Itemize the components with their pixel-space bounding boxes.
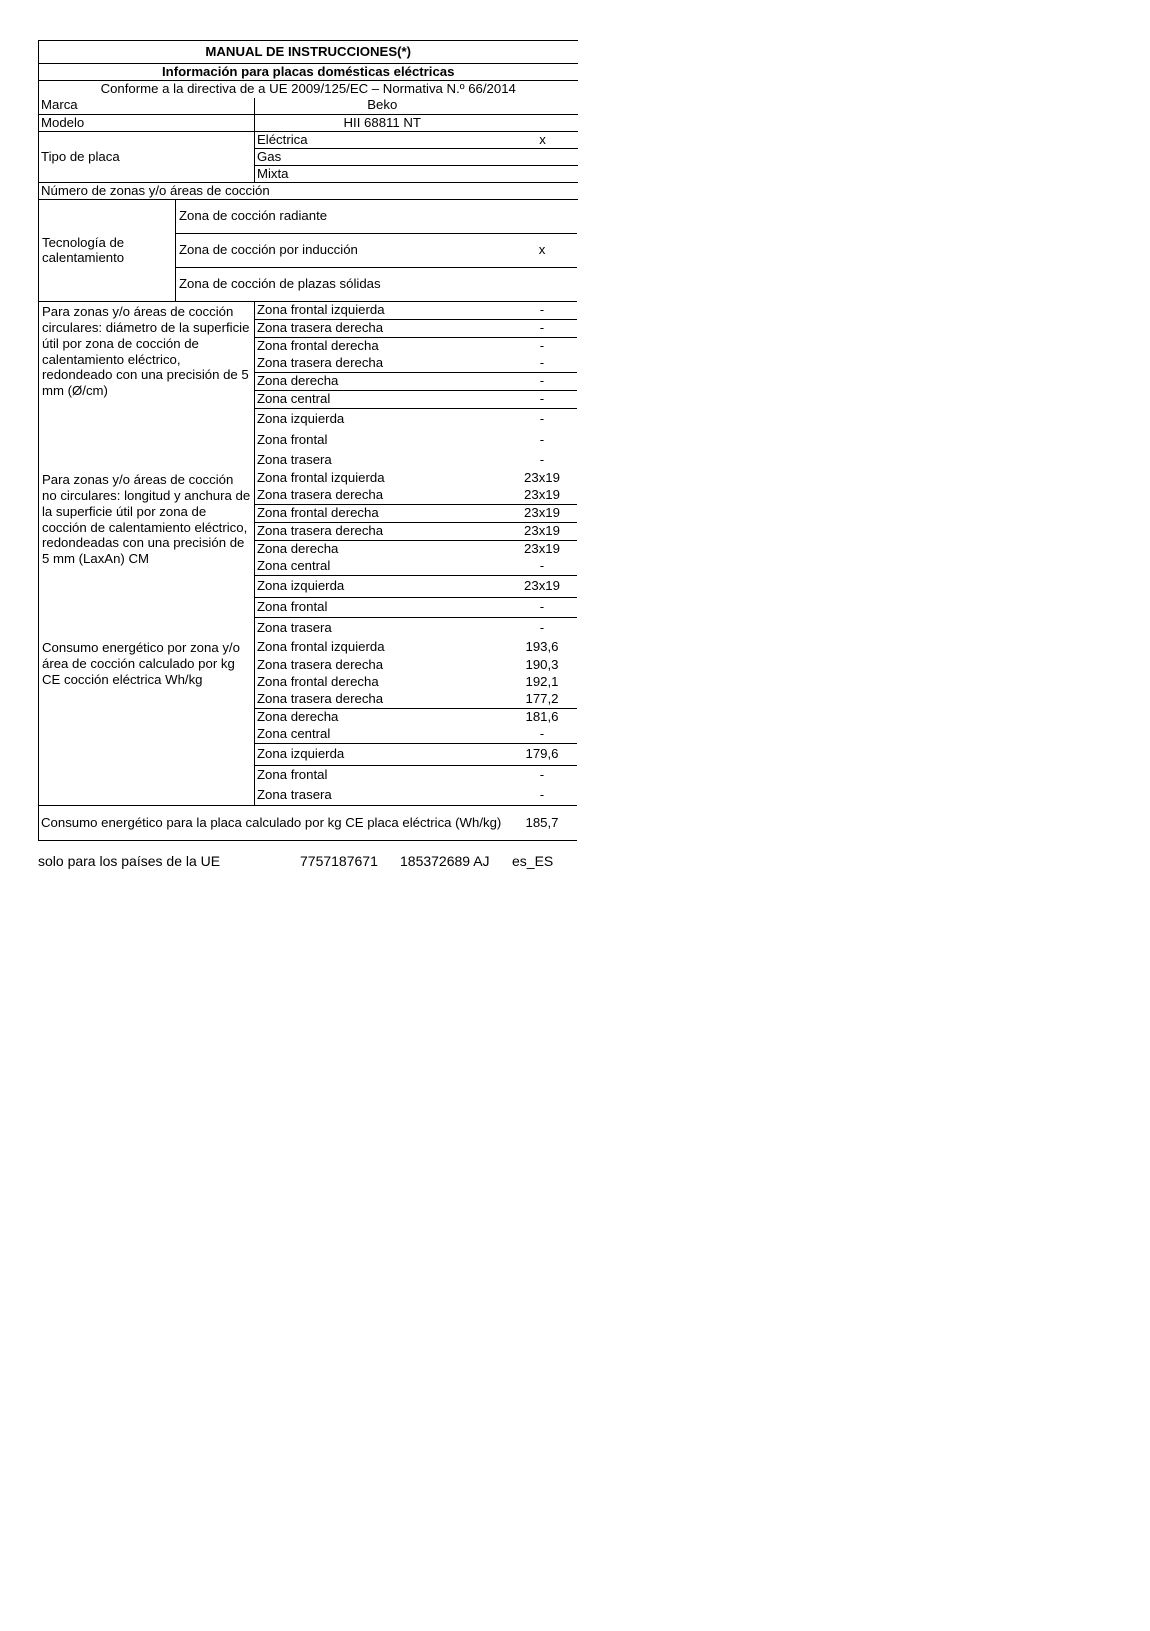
model-value: HII 68811 NT: [255, 115, 578, 132]
zone-name: Zona frontal izquierda: [257, 639, 385, 655]
zone-value: 23x19: [524, 470, 560, 486]
zone-value: -: [539, 302, 545, 318]
zone-row: [255, 709, 577, 726]
zones-count-label: Número de zonas y/o áreas de cocción: [39, 183, 508, 200]
heating-technology-section: [38, 200, 577, 302]
heating-option-row: [176, 233, 577, 267]
zone-value: -: [539, 373, 545, 389]
zone-row: [255, 576, 577, 598]
zone-value: -: [539, 767, 545, 783]
brand-label: Marca: [39, 98, 255, 115]
total-consumption-label: Consumo energético para la placa calculado por kg CE placa eléctrica (Wh/kg): [41, 815, 502, 831]
zone-name: Zona frontal derecha: [257, 338, 379, 354]
zone-name: Zona frontal: [257, 599, 328, 615]
model-label: Modelo: [39, 115, 255, 132]
zone-name: Zona central: [257, 558, 331, 574]
zone-value: 179,6: [525, 746, 559, 762]
zone-row: [255, 598, 577, 618]
zone-name: Zona central: [257, 391, 331, 407]
zone-name: Zona izquierda: [257, 746, 345, 762]
footer-code-1: 7757187671: [300, 853, 378, 869]
zone-row: [255, 523, 577, 541]
zone-row: [255, 470, 577, 487]
zone-row: [255, 302, 577, 320]
zone-name: Zona frontal izquierda: [257, 302, 385, 318]
hob-type-option: Eléctrica: [255, 132, 508, 149]
zone-row: [255, 766, 577, 785]
noncircular-zones-label: Para zonas y/o áreas de cocción no circulares: longitud y anchura de la superficie útil por zona de cocción de calentamiento eléctrico, redondeadas con una precisión de 5 mm (LaxAn) CM: [39, 470, 255, 638]
zone-name: Zona frontal: [257, 767, 328, 783]
zone-value: 193,6: [525, 639, 559, 655]
hob-type-mark: [508, 149, 578, 166]
zone-value: -: [539, 431, 545, 447]
footer-locale: es_ES: [512, 853, 554, 869]
zone-row: [255, 487, 577, 505]
zone-name: Zona trasera derecha: [257, 320, 384, 336]
zone-name: Zona trasera: [257, 786, 332, 802]
heating-option: Zona de cocción radiante: [179, 208, 328, 224]
hob-type-option: Gas: [255, 149, 508, 166]
zone-row: [255, 657, 577, 674]
footer: [38, 854, 577, 869]
zone-value: -: [539, 411, 545, 427]
zone-value: 23x19: [524, 487, 560, 503]
directive-text: Conforme a la directiva de a UE 2009/125/EC – Normativa N.º 66/2014: [39, 81, 578, 98]
heating-option-row: [176, 267, 577, 301]
zone-row: [255, 744, 577, 766]
heating-technology-label: Tecnología de calentamiento: [39, 200, 176, 301]
consumption-zones-rows: [255, 638, 577, 805]
zone-value: -: [539, 726, 545, 742]
zone-row: [255, 320, 577, 338]
zone-value: -: [539, 619, 545, 635]
zone-value: 23x19: [524, 523, 560, 539]
zone-row: [255, 338, 577, 355]
zone-row: [255, 674, 577, 691]
zone-name: Zona frontal izquierda: [257, 470, 385, 486]
total-consumption-row: [38, 805, 577, 841]
heating-option-row: [176, 200, 577, 233]
zone-name: Zona frontal: [257, 431, 328, 447]
footer-eu-note: solo para los países de la UE: [38, 853, 221, 869]
hob-type-mark: x: [508, 132, 578, 149]
zone-value: 192,1: [525, 674, 559, 690]
zone-row: [255, 691, 577, 709]
zone-name: Zona trasera derecha: [257, 657, 384, 673]
zone-value: -: [539, 786, 545, 802]
zone-row: [255, 785, 577, 805]
heating-option: Zona de cocción de plazas sólidas: [179, 276, 381, 292]
zone-value: 190,3: [525, 657, 559, 673]
heating-option: Zona de cocción por inducción: [179, 242, 358, 258]
zone-value: 23x19: [524, 505, 560, 521]
zone-name: Zona derecha: [257, 373, 339, 389]
zone-name: Zona trasera derecha: [257, 523, 384, 539]
zone-value: -: [539, 355, 545, 371]
zone-value: -: [539, 338, 545, 354]
circular-zones-section: [38, 302, 577, 470]
document-title: MANUAL DE INSTRUCCIONES(*): [39, 41, 578, 64]
zone-name: Zona trasera derecha: [257, 355, 384, 371]
zone-row: [255, 558, 577, 576]
zone-name: Zona trasera: [257, 619, 332, 635]
brand-value: Beko: [255, 98, 578, 115]
zone-name: Zona trasera derecha: [257, 691, 384, 707]
total-consumption-value: 185,7: [525, 814, 559, 830]
zone-value: 181,6: [525, 709, 559, 725]
zone-name: Zona central: [257, 726, 331, 742]
zone-row: [255, 505, 577, 523]
circular-zones-rows: [255, 302, 577, 470]
heating-mark: x: [538, 242, 546, 258]
hob-type-label: Tipo de placa: [39, 132, 255, 183]
zone-row: [255, 373, 577, 391]
zone-value: 23x19: [524, 578, 560, 594]
zone-row: [255, 638, 577, 657]
zone-name: Zona izquierda: [257, 578, 345, 594]
zone-row: [255, 391, 577, 409]
noncircular-zones-rows: [255, 470, 577, 638]
zone-row: [255, 355, 577, 373]
zone-name: Zona derecha: [257, 709, 339, 725]
zone-row: [255, 541, 577, 558]
zone-value: -: [539, 558, 545, 574]
consumption-zones-section: [38, 638, 577, 805]
energy-data-sheet: [38, 40, 577, 869]
zone-row: [255, 618, 577, 638]
zone-row: [255, 450, 577, 470]
zones-count-value: [508, 183, 578, 200]
zone-row: [255, 726, 577, 744]
footer-code-2: 185372689 AJ: [400, 853, 490, 869]
zone-value: 23x19: [524, 541, 560, 557]
zone-name: Zona frontal derecha: [257, 505, 379, 521]
zone-row: [255, 409, 577, 430]
zone-name: Zona trasera: [257, 451, 332, 467]
circular-zones-label: Para zonas y/o áreas de cocción circulares: diámetro de la superficie útil por zona de cocción de calentamiento eléctrico, redondeado con una precisión de 5 mm (Ø/cm): [39, 302, 255, 470]
zone-name: Zona trasera derecha: [257, 487, 384, 503]
header-table: [38, 40, 578, 200]
zone-name: Zona izquierda: [257, 411, 345, 427]
zone-value: 177,2: [525, 691, 559, 707]
consumption-zones-label: Consumo energético por zona y/o área de cocción calculado por kg CE cocción eléctrica Wh/kg: [39, 638, 255, 805]
noncircular-zones-section: [38, 470, 577, 638]
hob-type-mark: [508, 166, 578, 183]
document-subtitle: Información para placas domésticas eléctricas: [39, 64, 578, 81]
hob-type-option: Mixta: [255, 166, 508, 183]
zone-value: -: [539, 320, 545, 336]
zone-name: Zona frontal derecha: [257, 674, 379, 690]
zone-value: -: [539, 451, 545, 467]
zone-value: -: [539, 599, 545, 615]
zone-value: -: [539, 391, 545, 407]
zone-row: [255, 430, 577, 450]
zone-name: Zona derecha: [257, 541, 339, 557]
